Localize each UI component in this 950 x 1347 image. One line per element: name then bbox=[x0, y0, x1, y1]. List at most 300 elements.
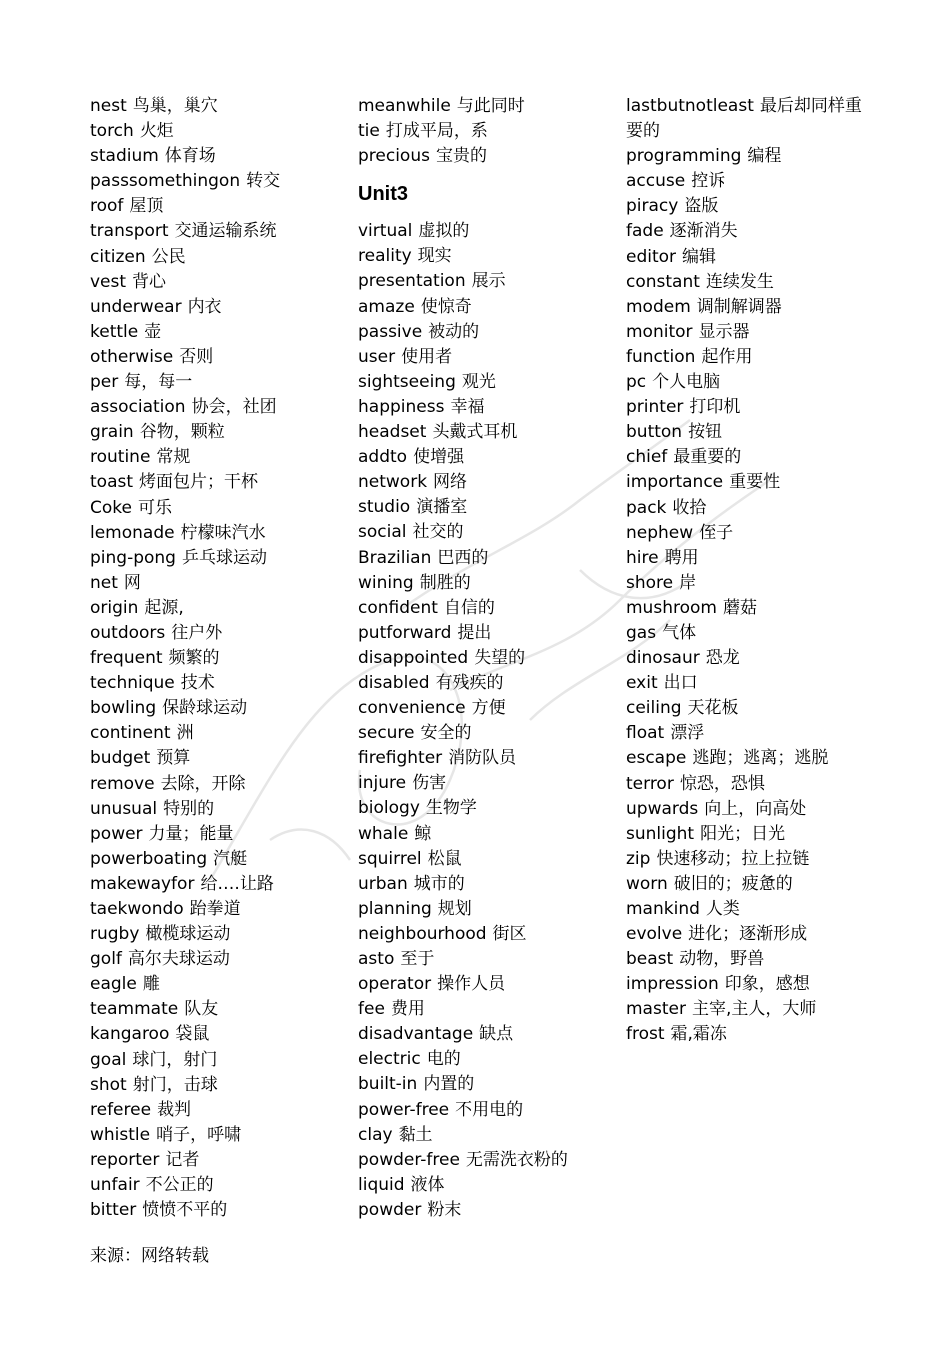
vocab-meaning: 预算 bbox=[156, 748, 191, 769]
vocab-meaning: 最重要的 bbox=[673, 447, 742, 468]
vocab-entry bbox=[626, 571, 926, 596]
vocab-entry bbox=[90, 1022, 350, 1047]
vocab-meaning: 气体 bbox=[662, 622, 697, 643]
vocab-column-2 bbox=[358, 94, 618, 1223]
vocab-meaning: 逐渐消失 bbox=[669, 221, 738, 242]
vocab-entry bbox=[358, 1148, 618, 1173]
vocab-word: passive bbox=[358, 321, 423, 342]
vocab-entry bbox=[90, 521, 350, 546]
vocab-word: disappointed bbox=[358, 647, 469, 668]
vocab-entry bbox=[90, 922, 350, 947]
vocab-entry bbox=[358, 1047, 618, 1072]
vocab-entry bbox=[626, 370, 926, 395]
vocab-meaning: 主宰,主人，大师 bbox=[691, 999, 817, 1020]
vocab-word: piracy bbox=[626, 196, 679, 217]
vocab-meaning: 动物，野兽 bbox=[679, 949, 765, 970]
vocab-word: function bbox=[626, 346, 696, 367]
vocab-entry bbox=[626, 420, 926, 445]
vocab-entry bbox=[358, 345, 618, 370]
vocab-entry bbox=[90, 1073, 350, 1098]
vocab-word: association bbox=[90, 397, 186, 418]
vocab-entry bbox=[626, 646, 926, 671]
vocab-meaning: 特别的 bbox=[163, 798, 215, 819]
vocab-entry bbox=[358, 771, 618, 796]
vocab-meaning: 记者 bbox=[165, 1149, 200, 1170]
vocab-word: disadvantage bbox=[358, 1024, 474, 1045]
vocab-entry bbox=[90, 822, 350, 847]
vocab-word: exit bbox=[626, 673, 658, 694]
vocab-word: impression bbox=[626, 974, 719, 995]
vocab-entry bbox=[626, 169, 926, 194]
vocab-entry bbox=[626, 546, 926, 571]
vocab-word: headset bbox=[358, 422, 427, 443]
vocab-word: planning bbox=[358, 898, 432, 919]
vocab-meaning: 最后却同样重要的 bbox=[626, 96, 862, 142]
vocab-word: reality bbox=[358, 246, 412, 267]
vocab-entry bbox=[90, 94, 350, 119]
vocab-entry bbox=[626, 947, 926, 972]
vocab-meaning: 鲸 bbox=[414, 823, 432, 844]
vocab-meaning: 黏土 bbox=[398, 1124, 433, 1145]
vocab-entry bbox=[90, 320, 350, 345]
vocab-entry bbox=[358, 119, 618, 144]
vocab-word: powder-free bbox=[358, 1149, 460, 1170]
vocab-word: constant bbox=[626, 271, 700, 292]
vocab-word: reporter bbox=[90, 1149, 160, 1170]
vocab-meaning: 安全的 bbox=[420, 723, 472, 744]
vocab-meaning: 常规 bbox=[156, 447, 191, 468]
vocab-meaning: 转交 bbox=[246, 171, 281, 192]
vocab-meaning: 展示 bbox=[471, 271, 506, 292]
vocab-entry bbox=[90, 1123, 350, 1148]
vocab-entry bbox=[358, 269, 618, 294]
vocab-meaning: 头戴式耳机 bbox=[432, 422, 518, 443]
vocab-entry bbox=[626, 872, 926, 897]
vocab-word: stadium bbox=[90, 146, 159, 167]
vocab-meaning: 惊恐，恐惧 bbox=[679, 773, 765, 794]
vocab-meaning: 失望的 bbox=[474, 647, 526, 668]
vocab-entry bbox=[90, 671, 350, 696]
vocab-meaning: 汽艇 bbox=[213, 848, 248, 869]
vocab-entry bbox=[358, 445, 618, 470]
vocab-meaning: 体育场 bbox=[164, 146, 216, 167]
vocab-meaning: 往户外 bbox=[171, 622, 223, 643]
vocab-word: unusual bbox=[90, 798, 158, 819]
vocab-meaning: 技术 bbox=[180, 673, 215, 694]
vocab-word: shot bbox=[90, 1074, 127, 1095]
vocab-meaning: 粉末 bbox=[427, 1199, 462, 1220]
vocab-word: squirrel bbox=[358, 848, 422, 869]
vocab-meaning: 不公正的 bbox=[145, 1175, 214, 1196]
vocab-entry bbox=[626, 445, 926, 470]
vocab-meaning: 演播室 bbox=[416, 497, 468, 518]
vocab-word: net bbox=[90, 572, 118, 593]
vocab-entry bbox=[626, 847, 926, 872]
vocab-meaning: 内衣 bbox=[187, 296, 222, 317]
vocab-entry bbox=[358, 1173, 618, 1198]
vocab-meaning: 射门，击球 bbox=[132, 1074, 218, 1095]
vocab-entry bbox=[90, 997, 350, 1022]
unit-heading: Unit3 bbox=[358, 183, 408, 206]
vocab-word: fee bbox=[358, 999, 385, 1020]
vocab-word: taekwondo bbox=[90, 899, 184, 919]
vocab-entry bbox=[90, 721, 350, 746]
vocab-meaning: 控诉 bbox=[691, 171, 726, 192]
vocab-word: grain bbox=[90, 422, 134, 443]
vocab-entry bbox=[90, 1098, 350, 1123]
vocab-entry bbox=[90, 1048, 350, 1073]
vocab-entry bbox=[90, 1173, 350, 1198]
vocab-meaning: 调制解调器 bbox=[696, 296, 782, 317]
vocab-entry bbox=[90, 546, 350, 571]
vocab-word: remove bbox=[90, 773, 155, 794]
vocab-entry bbox=[358, 847, 618, 872]
vocab-meaning: 社交的 bbox=[412, 522, 464, 543]
vocab-meaning: 交通运输系统 bbox=[174, 221, 277, 242]
vocab-word: powerboating bbox=[90, 848, 208, 869]
vocab-entry bbox=[626, 270, 926, 295]
vocab-meaning: 跆拳道 bbox=[189, 899, 241, 919]
vocab-word: power-free bbox=[358, 1099, 450, 1120]
vocab-word: disabled bbox=[358, 672, 430, 693]
vocab-entry bbox=[626, 997, 926, 1022]
vocab-word: outdoors bbox=[90, 622, 166, 643]
vocab-word: budget bbox=[90, 748, 151, 769]
vocab-entry bbox=[90, 395, 350, 420]
vocab-meaning: 向上，向高处 bbox=[704, 798, 807, 819]
vocab-entry bbox=[90, 772, 350, 797]
vocab-entry bbox=[626, 797, 926, 822]
vocab-word: convenience bbox=[358, 698, 466, 719]
vocab-word: nephew bbox=[626, 522, 694, 543]
vocab-word: button bbox=[626, 422, 683, 443]
vocab-word: underwear bbox=[90, 296, 182, 317]
vocab-entry bbox=[626, 696, 926, 721]
vocab-word: ping-pong bbox=[90, 547, 176, 568]
vocab-meaning: 岸 bbox=[679, 572, 697, 593]
vocab-entry bbox=[90, 295, 350, 320]
vocab-word: modem bbox=[626, 296, 691, 317]
vocab-entry bbox=[358, 796, 618, 821]
vocab-meaning: 壶 bbox=[144, 321, 162, 342]
vocab-meaning: 方便 bbox=[471, 698, 506, 719]
vocab-entry bbox=[358, 822, 618, 847]
vocab-meaning: 与此同时 bbox=[456, 96, 525, 116]
vocab-word: biology bbox=[358, 798, 420, 819]
vocab-entry bbox=[358, 947, 618, 972]
vocab-meaning: 乒乓球运动 bbox=[181, 547, 267, 568]
vocab-meaning: 使增强 bbox=[413, 447, 465, 468]
vocab-entry bbox=[90, 345, 350, 370]
vocab-entry bbox=[90, 219, 350, 244]
vocab-entry bbox=[358, 495, 618, 520]
vocab-entry bbox=[358, 420, 618, 445]
vocab-entry bbox=[90, 194, 350, 219]
vocab-entry bbox=[626, 621, 926, 646]
vocab-meaning: 洲 bbox=[176, 723, 194, 744]
vocab-word: operator bbox=[358, 974, 432, 995]
vocab-entry bbox=[626, 144, 926, 169]
vocab-word: clay bbox=[358, 1124, 393, 1145]
vocab-entry bbox=[90, 119, 350, 144]
vocab-meaning: 至于 bbox=[400, 949, 435, 969]
vocab-word: liquid bbox=[358, 1174, 405, 1195]
vocab-word: rugby bbox=[90, 924, 140, 945]
vocab-meaning: 重要性 bbox=[729, 472, 781, 493]
vocab-meaning: 谷物，颗粒 bbox=[139, 422, 225, 443]
vocab-word: studio bbox=[358, 497, 411, 518]
vocab-entry bbox=[90, 621, 350, 646]
vocab-meaning: 每，每一 bbox=[124, 372, 193, 393]
vocab-meaning: 力量；能量 bbox=[148, 823, 234, 844]
vocab-word: urban bbox=[358, 873, 408, 894]
vocab-entry bbox=[358, 395, 618, 420]
vocab-word: precious bbox=[358, 146, 430, 167]
vocab-word: otherwise bbox=[90, 346, 174, 367]
vocab-entry bbox=[90, 947, 350, 972]
vocab-meaning: 规划 bbox=[437, 898, 472, 919]
vocab-meaning: 可乐 bbox=[137, 497, 172, 518]
vocab-entry bbox=[358, 1022, 618, 1047]
vocab-meaning: 阳光；日光 bbox=[700, 823, 786, 844]
vocab-meaning: 使用者 bbox=[401, 346, 453, 367]
vocab-word: powder bbox=[358, 1199, 422, 1220]
vocab-entry bbox=[90, 746, 350, 771]
vocab-word: presentation bbox=[358, 271, 466, 292]
vocab-entry bbox=[626, 671, 926, 696]
vocab-meaning: 无需洗衣粉的 bbox=[465, 1149, 568, 1170]
vocab-meaning: 自信的 bbox=[443, 597, 495, 618]
vocab-entry bbox=[358, 922, 618, 947]
vocab-word: goal bbox=[90, 1049, 127, 1070]
vocab-word: gas bbox=[626, 622, 657, 643]
vocab-entry bbox=[626, 721, 926, 746]
vocab-word: beast bbox=[626, 949, 674, 970]
vocab-meaning: 火炬 bbox=[139, 121, 174, 142]
vocab-meaning: 使惊奇 bbox=[420, 296, 472, 317]
vocab-entry bbox=[358, 696, 618, 721]
vocab-entry bbox=[626, 1022, 926, 1047]
vocab-entry bbox=[626, 219, 926, 244]
vocab-word: shore bbox=[626, 572, 674, 593]
vocab-entry bbox=[90, 445, 350, 470]
vocab-word: roof bbox=[90, 196, 124, 217]
vocab-meaning: 电的 bbox=[426, 1049, 461, 1070]
vocab-entry bbox=[358, 144, 618, 169]
vocab-entry bbox=[358, 1123, 618, 1148]
vocab-word: unfair bbox=[90, 1175, 140, 1196]
vocab-word: accuse bbox=[626, 171, 686, 192]
vocab-word: frost bbox=[626, 1024, 665, 1045]
vocab-meaning: 操作人员 bbox=[437, 974, 506, 995]
vocab-word: importance bbox=[626, 472, 724, 493]
vocab-entry bbox=[90, 370, 350, 395]
vocab-meaning: 编辑 bbox=[682, 246, 717, 267]
vocab-meaning: 聘用 bbox=[664, 547, 699, 568]
vocab-word: lastbutnotleast bbox=[626, 96, 754, 116]
vocab-meaning: 雕 bbox=[142, 974, 160, 995]
vocab-meaning: 消防队员 bbox=[448, 748, 517, 769]
vocab-meaning: 内置的 bbox=[423, 1074, 475, 1095]
vocab-entry bbox=[626, 521, 926, 546]
vocab-word: sightseeing bbox=[358, 371, 456, 392]
vocab-meaning: 霜,霜冻 bbox=[670, 1024, 727, 1045]
vocab-word: power bbox=[90, 823, 143, 844]
vocab-word: built-in bbox=[358, 1074, 418, 1095]
vocab-meaning: 有残疾的 bbox=[435, 672, 504, 693]
vocab-meaning: 盗版 bbox=[684, 196, 719, 217]
vocab-word: network bbox=[358, 472, 428, 493]
vocab-meaning: 去除，开除 bbox=[160, 773, 246, 794]
vocab-meaning: 背心 bbox=[132, 271, 167, 292]
vocab-entry bbox=[626, 320, 926, 345]
vocab-meaning: 蘑菇 bbox=[722, 597, 757, 618]
vocab-word: frequent bbox=[90, 648, 163, 669]
vocab-meaning: 起作用 bbox=[701, 346, 753, 367]
vocab-meaning: 印象，感想 bbox=[724, 974, 810, 995]
vocab-meaning: 袋鼠 bbox=[175, 1024, 210, 1045]
vocab-word: toast bbox=[90, 472, 134, 493]
vocab-word: teammate bbox=[90, 999, 179, 1020]
vocab-entry bbox=[626, 470, 926, 495]
vocab-meaning: 网络 bbox=[433, 472, 468, 493]
vocab-meaning: 缺点 bbox=[479, 1024, 514, 1045]
vocab-entry bbox=[358, 571, 618, 596]
vocab-meaning: 生物学 bbox=[425, 798, 477, 819]
vocab-word: vest bbox=[90, 271, 127, 292]
vocab-meaning: 恐龙 bbox=[705, 648, 740, 669]
vocab-meaning: 公民 bbox=[151, 246, 186, 267]
vocab-word: user bbox=[358, 346, 396, 367]
vocab-meaning: 烤面包片；干杯 bbox=[139, 472, 259, 493]
vocab-word: evolve bbox=[626, 924, 683, 945]
vocab-word: escape bbox=[626, 748, 687, 769]
vocab-entry bbox=[358, 671, 618, 696]
vocab-entry bbox=[90, 847, 350, 872]
vocab-entry bbox=[626, 245, 926, 270]
vocab-meaning: 观光 bbox=[461, 371, 496, 392]
vocab-meaning: 城市的 bbox=[413, 873, 465, 894]
vocab-entry bbox=[626, 772, 926, 797]
vocab-meaning: 侄子 bbox=[699, 522, 734, 543]
vocab-entry bbox=[358, 1098, 618, 1123]
vocab-word: eagle bbox=[90, 974, 137, 995]
vocab-word: Brazilian bbox=[358, 547, 432, 568]
vocab-meaning: 虚拟的 bbox=[418, 221, 470, 242]
vocab-entry bbox=[626, 897, 926, 922]
vocab-entry bbox=[358, 972, 618, 997]
vocab-word: lemonade bbox=[90, 522, 175, 543]
vocab-meaning: 频繁的 bbox=[168, 648, 220, 669]
vocab-word: neighbourhood bbox=[358, 923, 487, 944]
vocab-meaning: 屋顶 bbox=[129, 196, 164, 217]
vocab-entry bbox=[358, 470, 618, 495]
vocab-meaning: 破旧的；疲惫的 bbox=[673, 873, 793, 894]
vocab-entry bbox=[358, 621, 618, 646]
vocab-word: injure bbox=[358, 773, 407, 794]
vocab-meaning: 按钮 bbox=[688, 422, 723, 443]
vocab-meaning: 快速移动；拉上拉链 bbox=[656, 848, 810, 869]
vocab-word: putforward bbox=[358, 622, 452, 643]
vocab-word: meanwhile bbox=[358, 96, 451, 116]
vocab-word: whistle bbox=[90, 1124, 151, 1145]
vocab-entry bbox=[90, 1148, 350, 1173]
vocab-entry bbox=[358, 596, 618, 621]
vocab-word: fade bbox=[626, 221, 664, 242]
vocab-entry bbox=[626, 295, 926, 320]
vocab-meaning: 收拾 bbox=[672, 497, 707, 518]
vocab-meaning: 鸟巢，巢穴 bbox=[132, 96, 218, 116]
vocab-meaning: 街区 bbox=[492, 923, 527, 944]
vocab-entry bbox=[90, 470, 350, 495]
vocab-entry bbox=[626, 596, 926, 621]
vocab-entry bbox=[90, 897, 350, 922]
vocab-meaning: 松鼠 bbox=[427, 848, 462, 869]
vocab-entry bbox=[358, 872, 618, 897]
vocab-word: social bbox=[358, 522, 407, 543]
vocab-word: referee bbox=[90, 1099, 152, 1120]
vocab-entry bbox=[90, 872, 350, 897]
vocab-word: bitter bbox=[90, 1200, 137, 1221]
vocab-column-1 bbox=[90, 94, 350, 1223]
vocab-word: routine bbox=[90, 447, 151, 468]
vocab-meaning: 宝贵的 bbox=[435, 146, 487, 167]
vocab-word: golf bbox=[90, 949, 122, 970]
vocab-word: amaze bbox=[358, 296, 415, 317]
vocab-word: tie bbox=[358, 121, 380, 142]
vocab-word: confident bbox=[358, 597, 438, 618]
vocab-entry bbox=[90, 797, 350, 822]
vocab-word: upwards bbox=[626, 798, 699, 819]
vocab-entry bbox=[626, 345, 926, 370]
vocab-word: per bbox=[90, 372, 119, 393]
vocab-entry bbox=[90, 270, 350, 295]
vocab-meaning: 伤害 bbox=[412, 773, 447, 794]
vocab-word: passsomethingon bbox=[90, 171, 241, 192]
vocab-entry bbox=[358, 94, 618, 119]
vocab-word: float bbox=[626, 723, 665, 744]
vocab-word: bowling bbox=[90, 698, 157, 719]
vocab-entry bbox=[90, 696, 350, 721]
vocab-entry bbox=[90, 972, 350, 997]
vocab-word: Coke bbox=[90, 497, 132, 518]
vocab-meaning: 哨子，呼啸 bbox=[156, 1124, 242, 1145]
vocab-word: continent bbox=[90, 723, 171, 744]
vocab-entry bbox=[90, 245, 350, 270]
vocab-meaning: 费用 bbox=[390, 999, 425, 1020]
vocab-entry bbox=[358, 1198, 618, 1223]
vocab-word: terror bbox=[626, 773, 674, 794]
vocab-word: kangaroo bbox=[90, 1024, 170, 1045]
vocab-entry bbox=[358, 721, 618, 746]
vocab-word: wining bbox=[358, 572, 414, 593]
vocab-word: mankind bbox=[626, 899, 700, 919]
vocab-entry bbox=[358, 320, 618, 345]
vocab-word: origin bbox=[90, 597, 139, 618]
vocab-word: pc bbox=[626, 372, 647, 393]
vocab-word: programming bbox=[626, 146, 742, 167]
vocab-entry bbox=[358, 997, 618, 1022]
vocab-word: editor bbox=[626, 246, 677, 267]
vocab-meaning: 队友 bbox=[184, 999, 219, 1020]
vocab-word: electric bbox=[358, 1049, 421, 1070]
vocab-meaning: 橄榄球运动 bbox=[145, 924, 231, 945]
vocab-meaning: 高尔夫球运动 bbox=[127, 949, 230, 970]
vocab-meaning: 否则 bbox=[179, 346, 214, 367]
vocab-entry bbox=[90, 1198, 350, 1223]
vocab-word: pack bbox=[626, 497, 667, 518]
vocab-word: makewayfor bbox=[90, 873, 195, 894]
